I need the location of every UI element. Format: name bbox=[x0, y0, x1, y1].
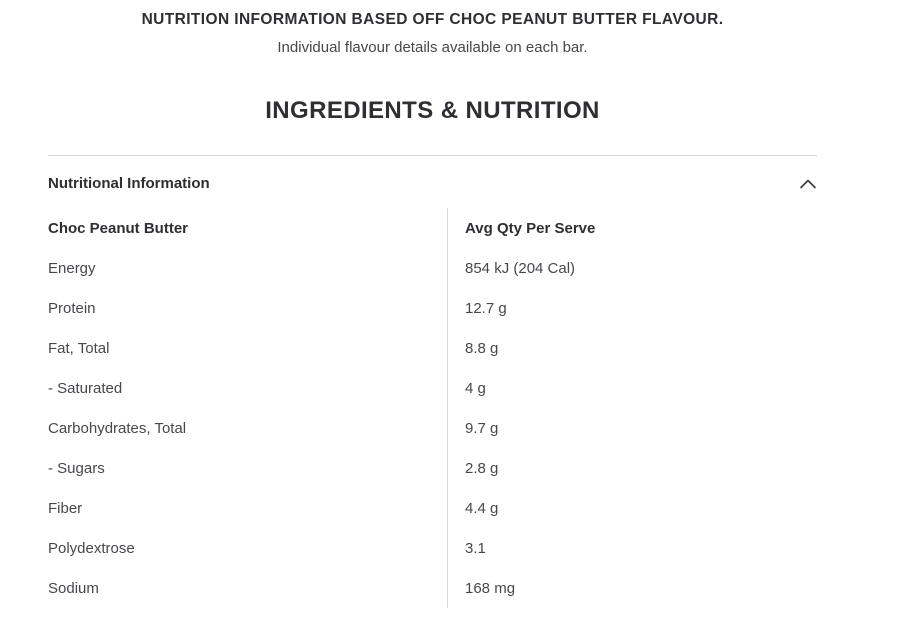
intro-subline: Individual flavour details available on each bar. bbox=[277, 39, 588, 56]
table-row-value: 4.4 g bbox=[447, 488, 817, 528]
nutritional-information-accordion-header[interactable] bbox=[48, 156, 817, 192]
table-row-value: 8.8 g bbox=[447, 328, 817, 368]
nutritional-information-accordion bbox=[48, 155, 817, 608]
table-row-label: Carbohydrates, Total bbox=[48, 419, 187, 437]
accordion-title: Nutritional Information bbox=[48, 175, 210, 192]
table-row-value: 854 kJ (204 Cal) bbox=[447, 248, 817, 288]
table-row-label: - Saturated bbox=[48, 379, 123, 397]
intro-headline: NUTRITION INFORMATION BASED OFF CHOC PEANUT BUTTER FLAVOUR. bbox=[141, 11, 724, 28]
table-row-value: 12.7 g bbox=[447, 288, 817, 328]
intro-block bbox=[48, 0, 817, 56]
table-row-label: Polydextrose bbox=[48, 539, 135, 557]
table-row-value: 168 mg bbox=[447, 568, 817, 608]
table-header-avg-qty: Avg Qty Per Serve bbox=[447, 208, 817, 248]
table-row-label: Protein bbox=[48, 299, 96, 317]
table-header-flavour: Choc Peanut Butter bbox=[48, 219, 189, 237]
table-row-value: 4 g bbox=[447, 368, 817, 408]
content-column bbox=[48, 0, 817, 608]
table-row-label: Fat, Total bbox=[48, 339, 110, 357]
table-row-label: - Sugars bbox=[48, 459, 105, 477]
nutrition-table bbox=[48, 208, 817, 608]
chevron-up-icon[interactable] bbox=[799, 178, 817, 190]
table-row-label: Fiber bbox=[48, 499, 83, 517]
table-row-value: 3.1 bbox=[447, 528, 817, 568]
table-row-label: Sodium bbox=[48, 579, 99, 597]
table-row-label: Energy bbox=[48, 259, 96, 277]
section-title: INGREDIENTS & NUTRITION bbox=[265, 97, 600, 124]
table-row-value: 9.7 g bbox=[447, 408, 817, 448]
table-row-value: 2.8 g bbox=[447, 448, 817, 488]
